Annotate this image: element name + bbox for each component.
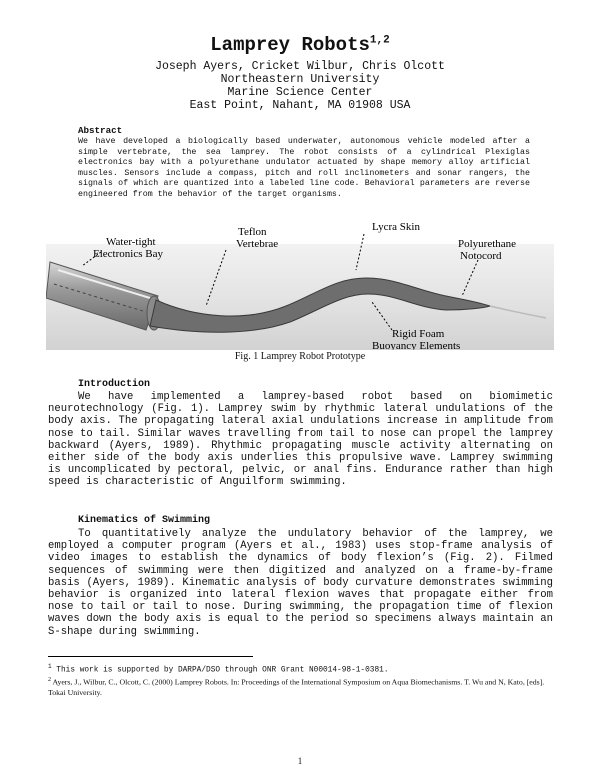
label-foam-line-2: Buoyancy Elements [372,340,461,350]
label-noto-line-1: Polyurethane [458,238,517,250]
introduction-heading: Introduction [78,379,151,390]
lamprey-robot-figure [46,214,554,350]
figure-caption: Fig. 1 Lamprey Robot Prototype [234,351,366,362]
label-noto-line-2: Notocord [460,250,502,262]
affiliation-line-1: Northeastern University [220,73,380,86]
introduction-text: We have implemented a lamprey-based robot based on biomimetic neurotechnology (Fig. 1). Lamprey swim by rhythmic lateral undulations of the body axis. The propagating lateral axial undulations increase in amplitude from nose to tail. Similar waves travelling from tail to nose can propel the lamprey backward (Ayers, 1989). Rhythmic propagating muscle activity alternating on either side of the body axis underlies this propulsive wave. Lamprey swimming is uncomplicated by pectoral, pelvic, or anal fins. Endurance rather than high speed is characteristic of Anguilform swimming. [48,391,553,489]
page-number: 1 [297,756,303,766]
kinematics-text: To quantitatively analyze the undulatory behavior of the lamprey, we employed a computer program (Ayers et al., 1983) uses stop-frame analysis of video images to establish the dynamics of body flexion’s (Fig. 2). Filmed sequences of swimming were then digitized and analyzed on a frame-by-frame basis (Ayers, 1989). Kinematic analysis of body curvature demonstrates swimming behavior is organized into lateral flexion waves that propagate either from nose to tail or tail to nose. During swimming, the propagation time of flexion waves down the body axis is equal to the period so specimens always maintain an S-shape during swimming. [48,528,553,638]
label-bay-line-1: Water-tight [106,236,156,248]
label-foam-line-1: Rigid Foam [392,328,445,340]
abstract-text: We have developed a biologically based underwater, autonomous vehicle modeled after a simple vertebrate, the sea lamprey. The robot consists of a cylindrical Plexiglas electronics bay with a polyurethane undulator actuated by shape memory alloy artificial muscles. Sensors include a compass, pitch and roll inclinometers and sonar rangers, the signals of which are quantized into a labeled line code. Behavioral parameters are reverse engineered from the behavior of the target organisms. [78,137,530,199]
label-lycra: Lycra Skin [372,221,420,233]
label-teflon-line-2: Vertebrae [236,238,279,250]
affiliation-line-2: Marine Science Center [227,86,373,99]
paper-title [0,34,600,56]
affiliation-line-3: East Point, Nahant, MA 01908 USA [189,99,411,112]
title-text: Lamprey Robots [210,34,370,56]
abstract-heading: Abstract [78,125,123,136]
label-bay-line-2: Electronics Bay [93,248,163,260]
author-block [0,60,600,112]
footnote-rule [48,656,253,657]
kinematics-heading: Kinematics of Swimming [78,515,211,526]
footnote-2: $^2$ Ayers, J., Wilbur, C., Olcott, C. (2000) Lamprey Robots. In: Proceedings of the International Symposium on Aqua Biomechanisms. T. Wu and N, Kato, [eds]. Tokai University. [48,677,545,697]
label-teflon-line-1: Teflon [238,226,267,238]
author-names: Joseph Ayers, Cricket Wilbur, Chris Olcott [155,60,445,73]
title-footnote-mark: 1,2 [369,34,390,47]
footnote-1: $^1$ This work is supported by DARPA/DSO through ONR Grant N00014-98-1-0381. [48,663,389,675]
